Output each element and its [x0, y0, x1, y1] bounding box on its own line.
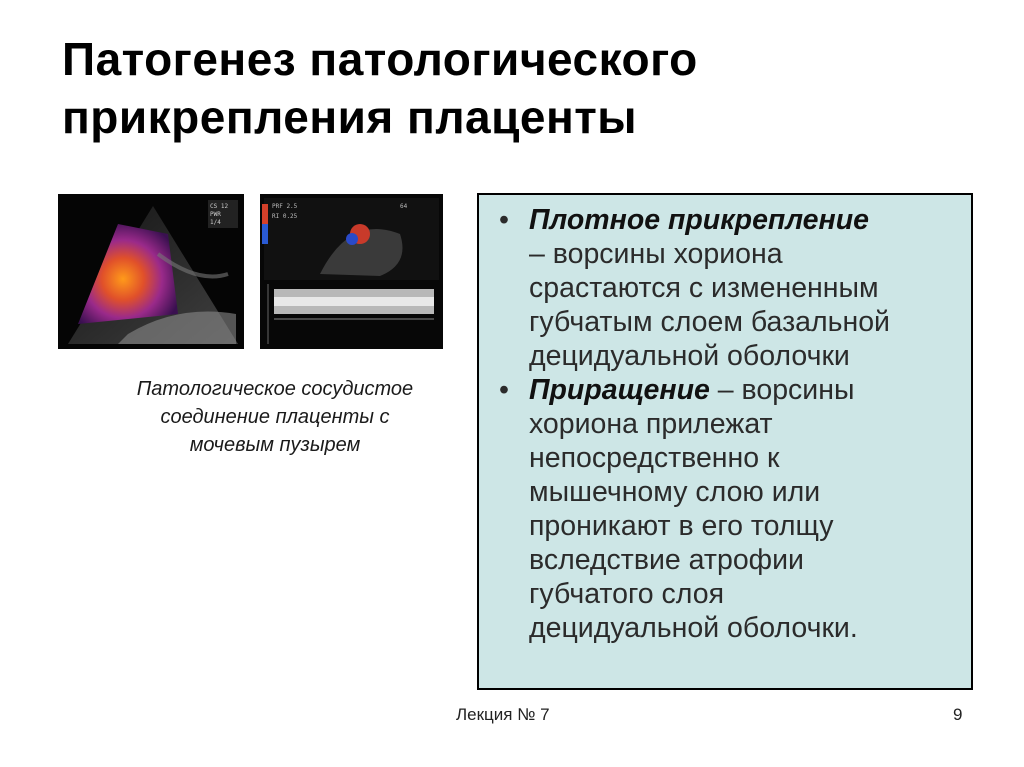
title-line-2: прикрепления плаценты [62, 91, 638, 143]
definitions-box [477, 193, 973, 690]
caption-line-3: мочевым пузырем [189, 434, 361, 456]
bullet-line [529, 203, 957, 237]
image-caption [70, 375, 480, 459]
bullet-line: мышечному слою или [529, 476, 821, 508]
bullet-line: проникают в его толщу [529, 510, 834, 542]
bullet-accreta [493, 373, 957, 645]
bullet-line: непосредственно к [529, 442, 780, 474]
footer-lecture-label: Лекция № 7 [456, 705, 550, 724]
caption-line-1: Патологическое сосудистое [136, 378, 414, 400]
bullet-dense-attachment [493, 203, 957, 373]
bullet-term: Плотное прикрепление [529, 204, 870, 236]
caption-line-2: соединение плаценты с [160, 406, 390, 428]
title-line-1: Патогенез патологического [62, 33, 698, 85]
bullet-line: срастаются с измененным [529, 272, 879, 304]
bullet-term-suffix: – ворсины [709, 374, 855, 406]
bullet-line: хориона прилежат [529, 408, 773, 440]
svg-text:RI 0.25: RI 0.25 [272, 213, 298, 220]
svg-text:PWR: PWR [210, 211, 221, 218]
ultrasound-spectral-image [260, 194, 443, 349]
bullet-line [529, 373, 957, 407]
footer-page-number: 9 [953, 705, 963, 724]
svg-text:64: 64 [400, 203, 408, 210]
bullet-marker: • [499, 374, 509, 406]
bullet-line: децидуальной оболочки. [529, 612, 858, 644]
bullet-term: Приращение [529, 374, 710, 406]
bullet-line: – ворсины хориона [529, 238, 783, 270]
bullet-line: губчатым слоем базальной [529, 306, 890, 338]
bullet-marker: • [499, 204, 509, 236]
bullet-line: вследствие атрофии [529, 544, 804, 576]
bullet-line: децидуальной оболочки [529, 340, 850, 372]
svg-text:1/4: 1/4 [210, 219, 221, 226]
bullet-line: губчатого слоя [529, 578, 725, 610]
svg-text:PRF 2.5: PRF 2.5 [272, 203, 298, 210]
slide-title [62, 30, 962, 146]
svg-text:CS 12: CS 12 [210, 203, 229, 210]
ultrasound-doppler-image [58, 194, 244, 349]
